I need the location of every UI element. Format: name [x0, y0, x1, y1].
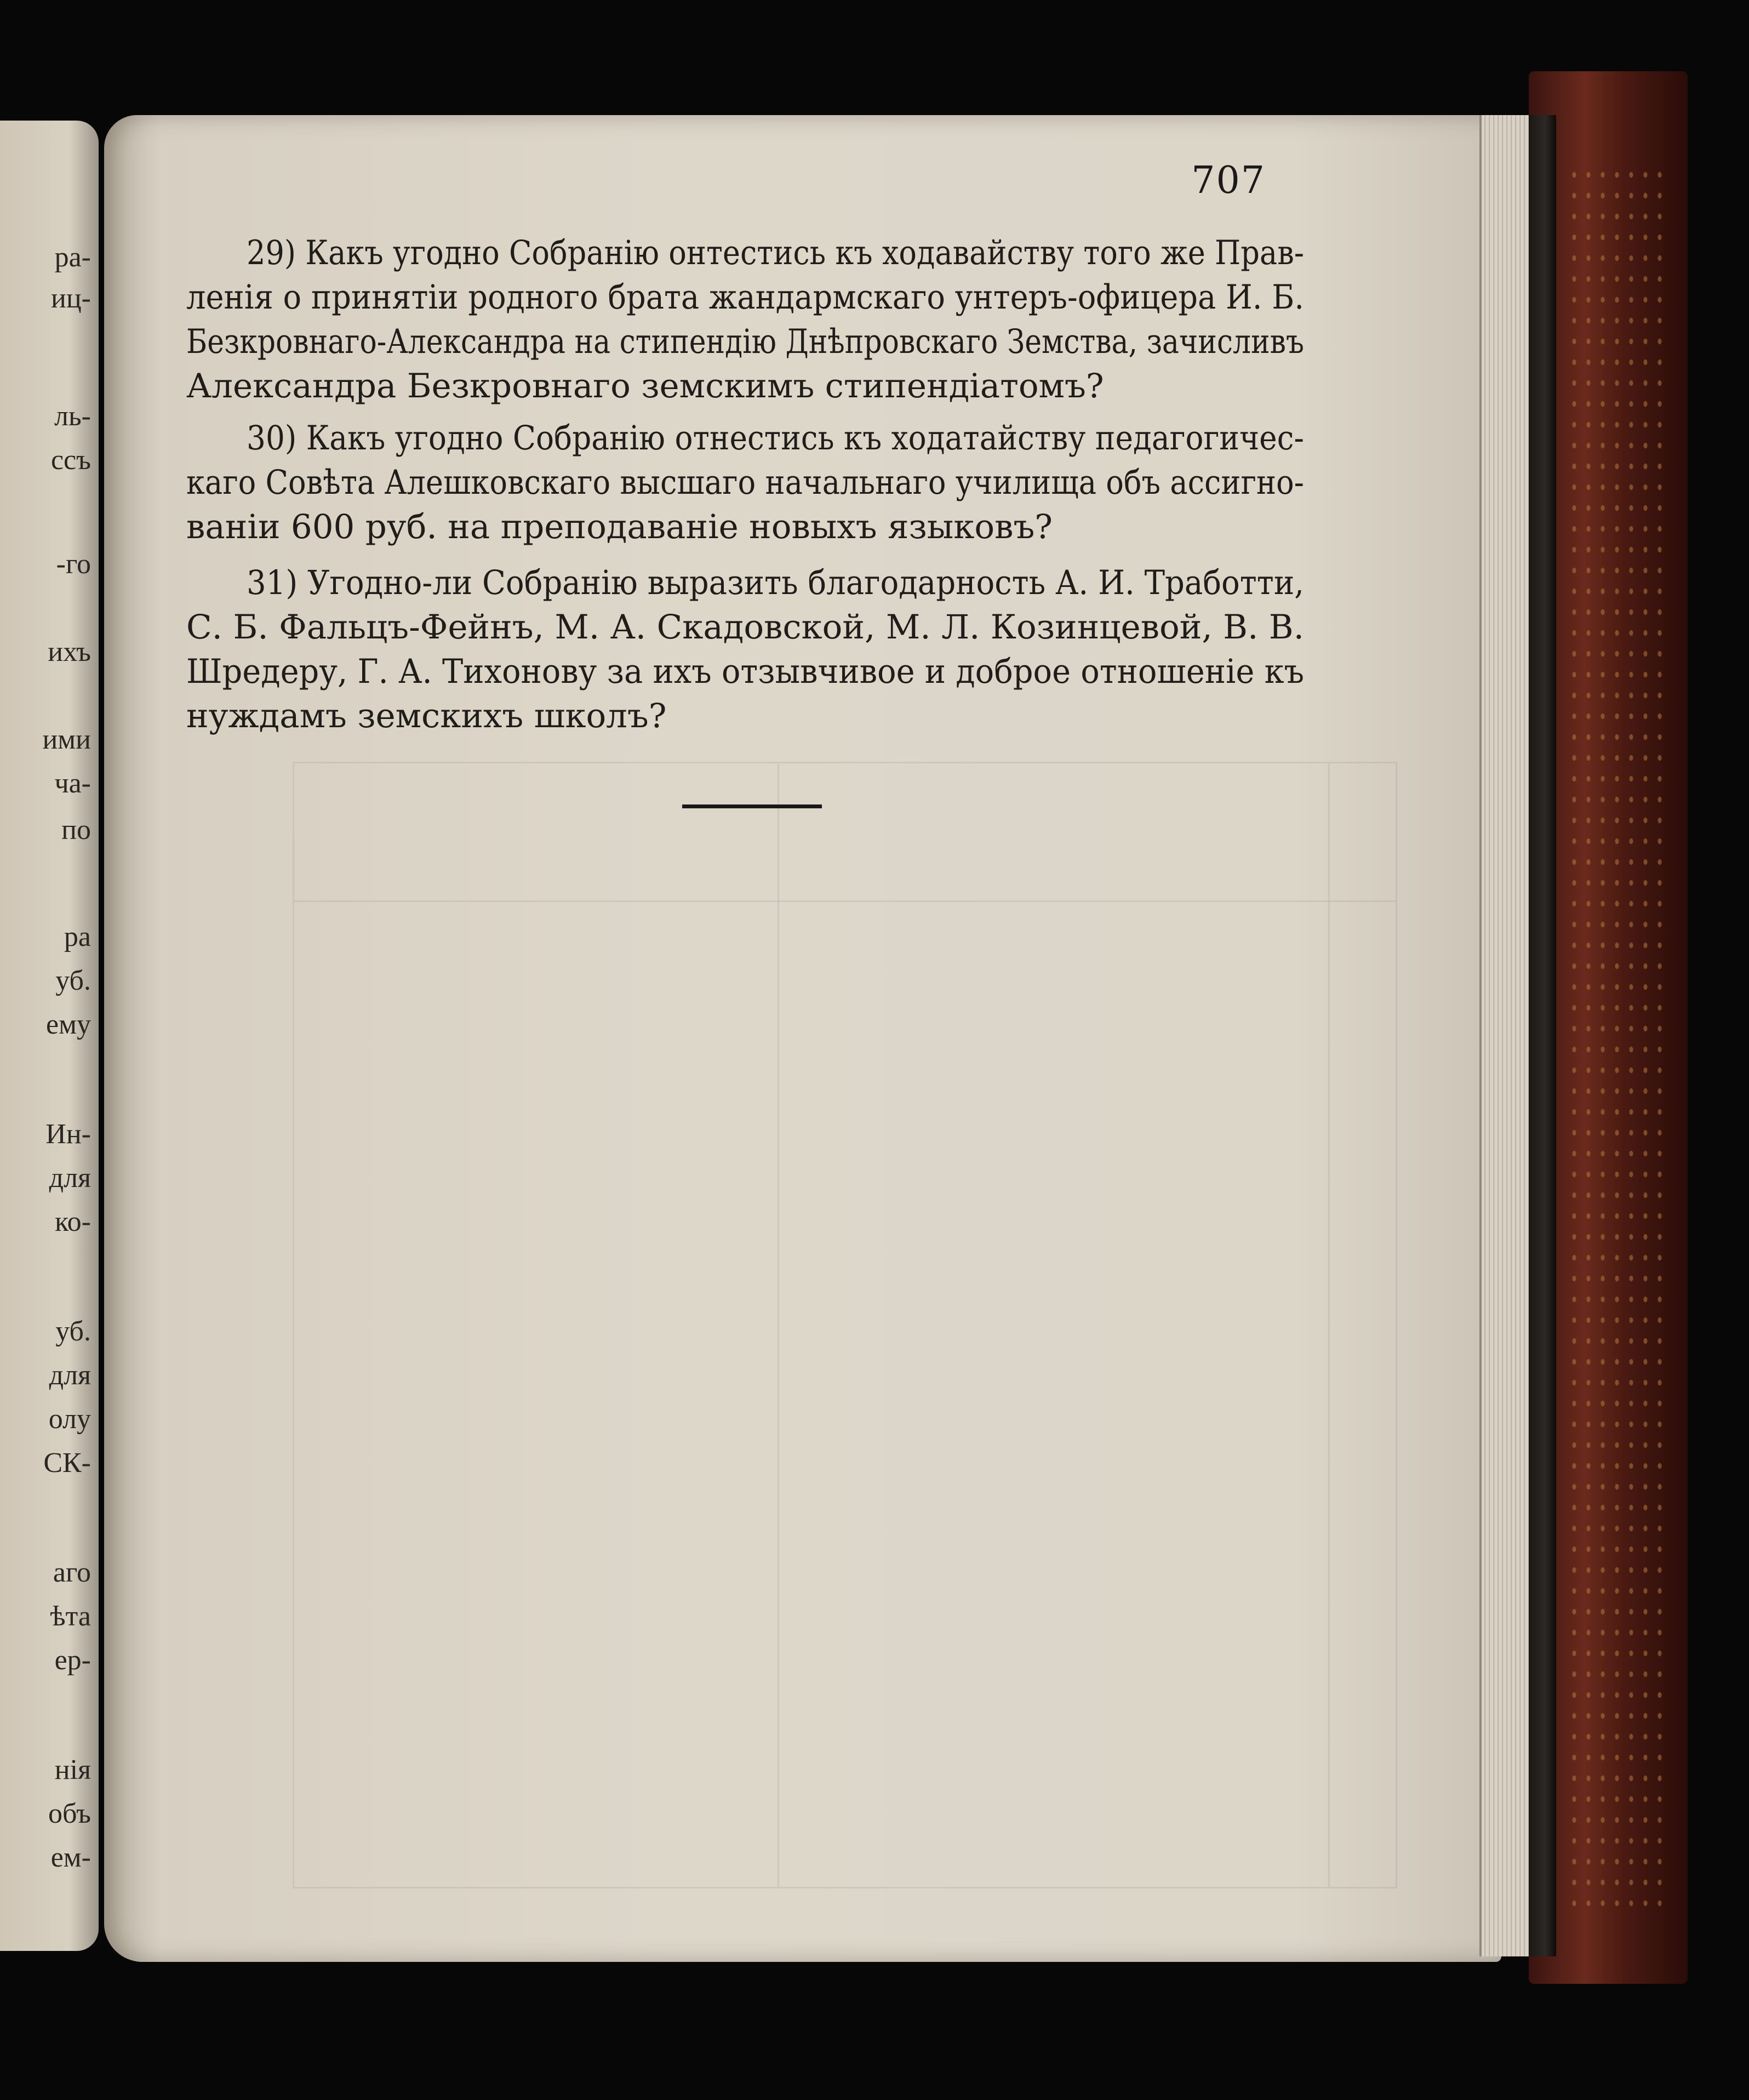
left-page-fragment-text: Ин- [45, 1119, 91, 1150]
left-page-fragment-text: аго [53, 1557, 91, 1588]
bleed-through-table [293, 762, 1397, 1888]
text-line: 31) Угодно-ли Собранію выразить благодарность А. И. Тработти, [247, 563, 1304, 602]
left-page-fragment-text: ими [42, 724, 91, 755]
left-page-fragment-text: ихъ [48, 636, 91, 667]
text-line: нуждамъ земскихъ школъ? [186, 697, 667, 735]
text-line: ленія о принятіи родного брата жандармскаго унтеръ-офицера И. Б. [186, 278, 1304, 317]
binding-edge [1529, 115, 1556, 1956]
left-page-fragment-text: ко- [55, 1206, 91, 1237]
left-page-fragment-text: ер- [54, 1645, 91, 1676]
left-page-fragment-text: СК- [43, 1447, 91, 1479]
left-page-fragment-text: олу [48, 1403, 91, 1435]
left-page-fragment-text: иц- [51, 283, 91, 314]
left-page-fragment-text: для [49, 1162, 91, 1194]
left-page-fragment-text: ем- [50, 1842, 91, 1873]
left-page-fragment-text: -го [56, 549, 91, 580]
left-page-fragment-text: ссъ [50, 444, 91, 476]
left-page-fragment-text: ѣта [50, 1601, 91, 1632]
text-line: Александра Безкровнаго земскимъ стипендіатомъ? [186, 367, 1104, 406]
left-page-fragment-text: ра [64, 921, 91, 952]
text-line: ваніи 600 руб. на преподаваніе новыхъ языковъ? [186, 507, 1053, 546]
left-page-fragment-text: по [61, 814, 91, 846]
text-line: 29) Какъ угодно Собранію онтестись къ ходавайству того же Прав- [247, 233, 1304, 272]
left-facing-page [0, 121, 99, 1951]
cover-pattern [1567, 164, 1666, 1918]
page-number: 707 [1191, 159, 1266, 202]
left-page-fragment-text: ль- [54, 401, 91, 432]
text-line: 30) Какъ угодно Собранію отнестись къ ходатайству педагогичес- [247, 419, 1304, 458]
left-page-fragment-text: ему [46, 1009, 91, 1040]
book-page [104, 115, 1501, 1962]
left-page-fragment-text: для [49, 1360, 91, 1391]
left-page-fragment-text: уб. [55, 965, 91, 996]
section-divider [682, 804, 822, 808]
left-page-fragment-text: ча- [54, 768, 91, 799]
text-line: каго Совѣта Алешковскаго высшаго начальнаго училища объ ассигно- [186, 463, 1304, 502]
text-line: Безкровнаго-Александра на стипендію Днѣпровскаго Земства, зачисливъ [186, 322, 1304, 361]
left-page-fragment-text: нія [54, 1754, 91, 1785]
left-page-fragment-text: объ [48, 1798, 91, 1829]
left-page-fragment-text: уб. [55, 1316, 91, 1347]
text-line: Шредеру, Г. А. Тихонову за ихъ отзывчивое и доброе отношеніе къ [186, 652, 1304, 691]
left-page-fragment-text: ра- [54, 242, 91, 273]
text-line: С. Б. Фальцъ-Фейнъ, М. А. Скадовской, М. Л. Козинцевой, В. В. [186, 608, 1304, 647]
